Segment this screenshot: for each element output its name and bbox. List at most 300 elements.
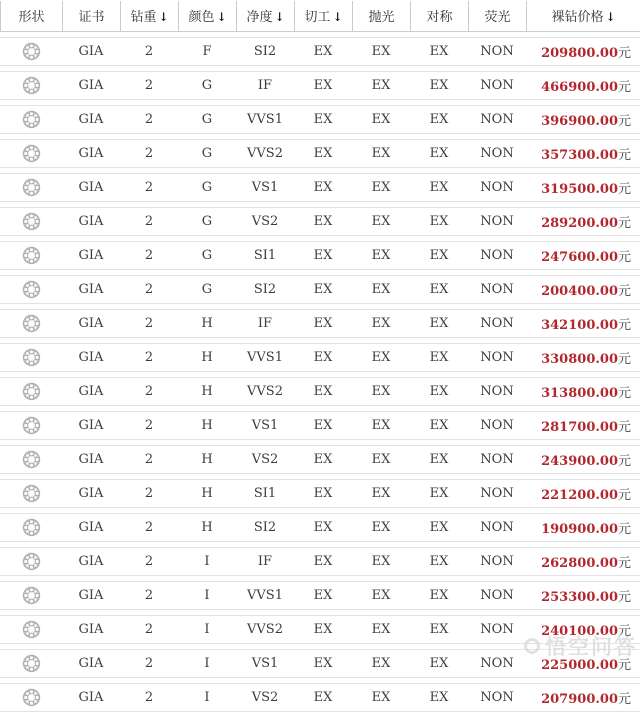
clarity-cell: VS1 (236, 173, 294, 202)
polish-cell: EX (352, 173, 410, 202)
shape-cell (0, 105, 62, 134)
price-cell (526, 207, 640, 236)
fluorescence-cell: NON (468, 139, 526, 168)
price-value: 243900.00 (541, 454, 618, 469)
clarity-cell: VS1 (236, 411, 294, 440)
cut-cell: EX (294, 683, 352, 712)
symmetry-cell: EX (410, 683, 468, 712)
table-row[interactable] (0, 581, 640, 610)
certificate-cell: GIA (62, 105, 120, 134)
cut-cell: EX (294, 547, 352, 576)
fluorescence-cell: NON (468, 309, 526, 338)
shape-cell (0, 275, 62, 304)
clarity-cell: VS2 (236, 445, 294, 474)
fluorescence-cell: NON (468, 513, 526, 542)
symmetry-cell: EX (410, 615, 468, 644)
cut-cell: EX (294, 649, 352, 678)
certificate-cell: GIA (62, 71, 120, 100)
price-unit: 元 (617, 46, 631, 61)
price-unit: 元 (617, 590, 631, 605)
round-diamond-icon (22, 42, 41, 61)
round-diamond-icon (22, 280, 41, 299)
round-diamond-icon (22, 382, 41, 401)
cut-cell: EX (294, 377, 352, 406)
price-unit: 元 (617, 182, 631, 197)
price-cell (526, 309, 640, 338)
shape-cell (0, 411, 62, 440)
round-diamond-icon (22, 484, 41, 503)
carat-cell: 2 (120, 275, 178, 304)
fluorescence-cell: NON (468, 445, 526, 474)
color-cell: H (178, 411, 236, 440)
column-header-price[interactable] (526, 1, 640, 32)
clarity-cell: VS2 (236, 683, 294, 712)
table-row[interactable] (0, 547, 640, 576)
round-diamond-icon (22, 76, 41, 95)
shape-cell (0, 581, 62, 610)
carat-cell: 2 (120, 37, 178, 66)
carat-cell: 2 (120, 139, 178, 168)
symmetry-cell: EX (410, 105, 468, 134)
column-header-label: 钻重 (130, 9, 157, 25)
carat-cell: 2 (120, 479, 178, 508)
sort-down-icon: ↓ (158, 9, 169, 24)
sort-down-icon: ↓ (216, 9, 227, 24)
price-cell (526, 683, 640, 712)
certificate-cell: GIA (62, 139, 120, 168)
price-value: 225000.00 (541, 658, 618, 673)
color-cell: F (178, 37, 236, 66)
price-cell (526, 581, 640, 610)
price-unit: 元 (617, 420, 631, 435)
price-unit: 元 (617, 624, 631, 639)
table-row[interactable] (0, 445, 640, 474)
price-value: 240100.00 (541, 624, 618, 639)
price-cell (526, 105, 640, 134)
price-unit: 元 (617, 352, 631, 367)
carat-cell: 2 (120, 615, 178, 644)
cut-cell: EX (294, 71, 352, 100)
clarity-cell: VVS1 (236, 343, 294, 372)
column-header-label: 抛光 (368, 9, 395, 25)
certificate-cell: GIA (62, 207, 120, 236)
shape-cell (0, 309, 62, 338)
polish-cell: EX (352, 309, 410, 338)
polish-cell: EX (352, 649, 410, 678)
shape-cell (0, 71, 62, 100)
price-cell (526, 445, 640, 474)
fluorescence-cell: NON (468, 275, 526, 304)
price-value: 330800.00 (541, 352, 618, 367)
table-row[interactable] (0, 207, 640, 236)
clarity-cell: SI2 (236, 513, 294, 542)
polish-cell: EX (352, 547, 410, 576)
cut-cell: EX (294, 241, 352, 270)
carat-cell: 2 (120, 309, 178, 338)
cut-cell: EX (294, 309, 352, 338)
certificate-cell: GIA (62, 377, 120, 406)
symmetry-cell: EX (410, 309, 468, 338)
price-unit: 元 (617, 454, 631, 469)
symmetry-cell: EX (410, 513, 468, 542)
clarity-cell: IF (236, 71, 294, 100)
clarity-cell: IF (236, 309, 294, 338)
price-cell (526, 479, 640, 508)
table-row[interactable] (0, 479, 640, 508)
symmetry-cell: EX (410, 479, 468, 508)
certificate-cell: GIA (62, 309, 120, 338)
polish-cell: EX (352, 445, 410, 474)
polish-cell: EX (352, 615, 410, 644)
carat-cell: 2 (120, 445, 178, 474)
certificate-cell: GIA (62, 173, 120, 202)
fluorescence-cell: NON (468, 547, 526, 576)
color-cell: I (178, 581, 236, 610)
price-cell (526, 173, 640, 202)
price-value: 247600.00 (541, 250, 618, 265)
price-unit: 元 (617, 284, 631, 299)
price-cell (526, 71, 640, 100)
shape-cell (0, 479, 62, 508)
clarity-cell: IF (236, 547, 294, 576)
certificate-cell: GIA (62, 649, 120, 678)
color-cell: G (178, 207, 236, 236)
column-header-label: 裸钻价格 (551, 9, 604, 25)
certificate-cell: GIA (62, 615, 120, 644)
certificate-cell: GIA (62, 343, 120, 372)
price-cell (526, 649, 640, 678)
round-diamond-icon (22, 246, 41, 265)
round-diamond-icon (22, 450, 41, 469)
column-header-cut[interactable] (294, 1, 352, 32)
certificate-cell: GIA (62, 275, 120, 304)
cut-cell: EX (294, 275, 352, 304)
round-diamond-icon (22, 552, 41, 571)
fluorescence-cell: NON (468, 683, 526, 712)
price-unit: 元 (617, 658, 631, 673)
color-cell: G (178, 241, 236, 270)
color-cell: H (178, 343, 236, 372)
price-value: 190900.00 (541, 522, 618, 537)
certificate-cell: GIA (62, 241, 120, 270)
clarity-cell: SI2 (236, 275, 294, 304)
clarity-cell: SI1 (236, 241, 294, 270)
price-unit: 元 (617, 692, 631, 707)
fluorescence-cell: NON (468, 37, 526, 66)
polish-cell: EX (352, 377, 410, 406)
cut-cell: EX (294, 343, 352, 372)
price-value: 342100.00 (541, 318, 618, 333)
cut-cell: EX (294, 139, 352, 168)
price-value: 319500.00 (541, 182, 618, 197)
color-cell: I (178, 615, 236, 644)
fluorescence-cell: NON (468, 649, 526, 678)
table-row[interactable] (0, 139, 640, 168)
table-row[interactable] (0, 105, 640, 134)
price-unit: 元 (617, 488, 631, 503)
symmetry-cell: EX (410, 445, 468, 474)
symmetry-cell: EX (410, 37, 468, 66)
certificate-cell: GIA (62, 547, 120, 576)
shape-cell (0, 547, 62, 576)
column-header-label: 切工 (304, 9, 331, 25)
cut-cell: EX (294, 479, 352, 508)
carat-cell: 2 (120, 411, 178, 440)
carat-cell: 2 (120, 71, 178, 100)
cut-cell: EX (294, 581, 352, 610)
carat-cell: 2 (120, 683, 178, 712)
round-diamond-icon (22, 416, 41, 435)
price-value: 200400.00 (541, 284, 618, 299)
color-cell: I (178, 547, 236, 576)
price-unit: 元 (617, 318, 631, 333)
price-value: 396900.00 (541, 114, 618, 129)
color-cell: H (178, 445, 236, 474)
carat-cell: 2 (120, 173, 178, 202)
price-cell (526, 615, 640, 644)
price-cell (526, 139, 640, 168)
shape-cell (0, 207, 62, 236)
shape-cell (0, 377, 62, 406)
clarity-cell: VVS2 (236, 139, 294, 168)
symmetry-cell: EX (410, 241, 468, 270)
price-value: 357300.00 (541, 148, 618, 163)
clarity-cell: VVS2 (236, 615, 294, 644)
polish-cell: EX (352, 683, 410, 712)
price-unit: 元 (617, 250, 631, 265)
column-header-clarity[interactable] (236, 1, 294, 32)
table-row[interactable] (0, 241, 640, 270)
sort-down-icon: ↓ (605, 9, 616, 24)
fluorescence-cell: NON (468, 343, 526, 372)
price-value: 313800.00 (541, 386, 618, 401)
header-row (0, 1, 640, 32)
price-unit: 元 (617, 556, 631, 571)
color-cell: G (178, 173, 236, 202)
shape-cell (0, 683, 62, 712)
round-diamond-icon (22, 518, 41, 537)
symmetry-cell: EX (410, 139, 468, 168)
clarity-cell: SI1 (236, 479, 294, 508)
sort-down-icon: ↓ (332, 9, 343, 24)
price-unit: 元 (617, 216, 631, 231)
clarity-cell: VVS1 (236, 105, 294, 134)
round-diamond-icon (22, 144, 41, 163)
watermark-text: 悟空问答 (545, 635, 637, 659)
round-diamond-icon (22, 688, 41, 707)
price-value: 281700.00 (541, 420, 618, 435)
carat-cell: 2 (120, 547, 178, 576)
carat-cell: 2 (120, 241, 178, 270)
price-cell (526, 275, 640, 304)
shape-cell (0, 445, 62, 474)
color-cell: H (178, 479, 236, 508)
symmetry-cell: EX (410, 649, 468, 678)
table-row[interactable] (0, 309, 640, 338)
table-row[interactable] (0, 37, 640, 66)
carat-cell: 2 (120, 581, 178, 610)
cut-cell: EX (294, 411, 352, 440)
color-cell: H (178, 377, 236, 406)
price-unit: 元 (617, 114, 631, 129)
symmetry-cell: EX (410, 343, 468, 372)
column-header-shape (0, 1, 62, 32)
carat-cell: 2 (120, 649, 178, 678)
round-diamond-icon (22, 314, 41, 333)
price-value: 253300.00 (541, 590, 618, 605)
cut-cell: EX (294, 207, 352, 236)
column-header-label: 荧光 (484, 9, 511, 25)
carat-cell: 2 (120, 105, 178, 134)
color-cell: I (178, 683, 236, 712)
price-unit: 元 (617, 522, 631, 537)
symmetry-cell: EX (410, 581, 468, 610)
fluorescence-cell: NON (468, 581, 526, 610)
table-body (0, 37, 640, 712)
polish-cell: EX (352, 71, 410, 100)
certificate-cell: GIA (62, 513, 120, 542)
price-cell (526, 37, 640, 66)
fluorescence-cell: NON (468, 207, 526, 236)
polish-cell: EX (352, 139, 410, 168)
shape-cell (0, 139, 62, 168)
symmetry-cell: EX (410, 275, 468, 304)
price-unit: 元 (617, 80, 631, 95)
certificate-cell: GIA (62, 479, 120, 508)
round-diamond-icon (22, 620, 41, 639)
price-value: 289200.00 (541, 216, 618, 231)
clarity-cell: VVS2 (236, 377, 294, 406)
round-diamond-icon (22, 586, 41, 605)
cut-cell: EX (294, 513, 352, 542)
certificate-cell: GIA (62, 581, 120, 610)
column-header-label: 净度 (246, 9, 273, 25)
column-header-label: 颜色 (188, 9, 215, 25)
fluorescence-cell: NON (468, 479, 526, 508)
polish-cell: EX (352, 581, 410, 610)
symmetry-cell: EX (410, 377, 468, 406)
certificate-cell: GIA (62, 37, 120, 66)
cut-cell: EX (294, 37, 352, 66)
table-row[interactable] (0, 411, 640, 440)
cut-cell: EX (294, 173, 352, 202)
fluorescence-cell: NON (468, 615, 526, 644)
symmetry-cell: EX (410, 71, 468, 100)
table-row[interactable] (0, 343, 640, 372)
certificate-cell: GIA (62, 411, 120, 440)
polish-cell: EX (352, 343, 410, 372)
carat-cell: 2 (120, 207, 178, 236)
table-row[interactable] (0, 683, 640, 712)
cut-cell: EX (294, 615, 352, 644)
table-row[interactable] (0, 649, 640, 678)
price-cell (526, 343, 640, 372)
polish-cell: EX (352, 275, 410, 304)
color-cell: G (178, 105, 236, 134)
column-header-label: 对称 (426, 9, 453, 25)
shape-cell (0, 241, 62, 270)
price-cell (526, 513, 640, 542)
shape-cell (0, 649, 62, 678)
polish-cell: EX (352, 513, 410, 542)
fluorescence-cell: NON (468, 71, 526, 100)
symmetry-cell: EX (410, 173, 468, 202)
column-header-color[interactable] (178, 1, 236, 32)
table-row[interactable] (0, 377, 640, 406)
clarity-cell: SI2 (236, 37, 294, 66)
fluorescence-cell: NON (468, 411, 526, 440)
carat-cell: 2 (120, 377, 178, 406)
color-cell: H (178, 513, 236, 542)
price-cell (526, 547, 640, 576)
round-diamond-icon (22, 348, 41, 367)
column-header-certificate (62, 1, 120, 32)
color-cell: G (178, 139, 236, 168)
carat-cell: 2 (120, 343, 178, 372)
shape-cell (0, 37, 62, 66)
cut-cell: EX (294, 445, 352, 474)
clarity-cell: VS1 (236, 649, 294, 678)
column-header-symmetry (410, 1, 468, 32)
price-cell (526, 377, 640, 406)
polish-cell: EX (352, 241, 410, 270)
price-value: 209800.00 (541, 46, 618, 61)
fluorescence-cell: NON (468, 377, 526, 406)
color-cell: I (178, 649, 236, 678)
symmetry-cell: EX (410, 411, 468, 440)
price-value: 207900.00 (541, 692, 618, 707)
price-unit: 元 (617, 148, 631, 163)
price-value: 466900.00 (541, 80, 618, 95)
symmetry-cell: EX (410, 547, 468, 576)
column-header-label: 形状 (18, 9, 45, 25)
table-row[interactable] (0, 615, 640, 644)
certificate-cell: GIA (62, 683, 120, 712)
shape-cell (0, 615, 62, 644)
carat-cell: 2 (120, 513, 178, 542)
fluorescence-cell: NON (468, 173, 526, 202)
table-row[interactable] (0, 275, 640, 304)
table-row[interactable] (0, 173, 640, 202)
column-header-fluorescence (468, 1, 526, 32)
table-row[interactable] (0, 513, 640, 542)
shape-cell (0, 513, 62, 542)
price-unit: 元 (617, 386, 631, 401)
column-header-carat[interactable] (120, 1, 178, 32)
sort-down-icon: ↓ (274, 9, 285, 24)
price-cell (526, 241, 640, 270)
price-value: 262800.00 (541, 556, 618, 571)
price-value: 221200.00 (541, 488, 618, 503)
shape-cell (0, 173, 62, 202)
column-header-label: 证书 (78, 9, 105, 25)
polish-cell: EX (352, 37, 410, 66)
symmetry-cell: EX (410, 207, 468, 236)
round-diamond-icon (22, 212, 41, 231)
table-row[interactable] (0, 71, 640, 100)
clarity-cell: VS2 (236, 207, 294, 236)
column-header-polish (352, 1, 410, 32)
polish-cell: EX (352, 105, 410, 134)
certificate-cell: GIA (62, 445, 120, 474)
cut-cell: EX (294, 105, 352, 134)
clarity-cell: VVS1 (236, 581, 294, 610)
round-diamond-icon (22, 654, 41, 673)
color-cell: G (178, 275, 236, 304)
round-diamond-icon (22, 110, 41, 129)
color-cell: G (178, 71, 236, 100)
color-cell: H (178, 309, 236, 338)
